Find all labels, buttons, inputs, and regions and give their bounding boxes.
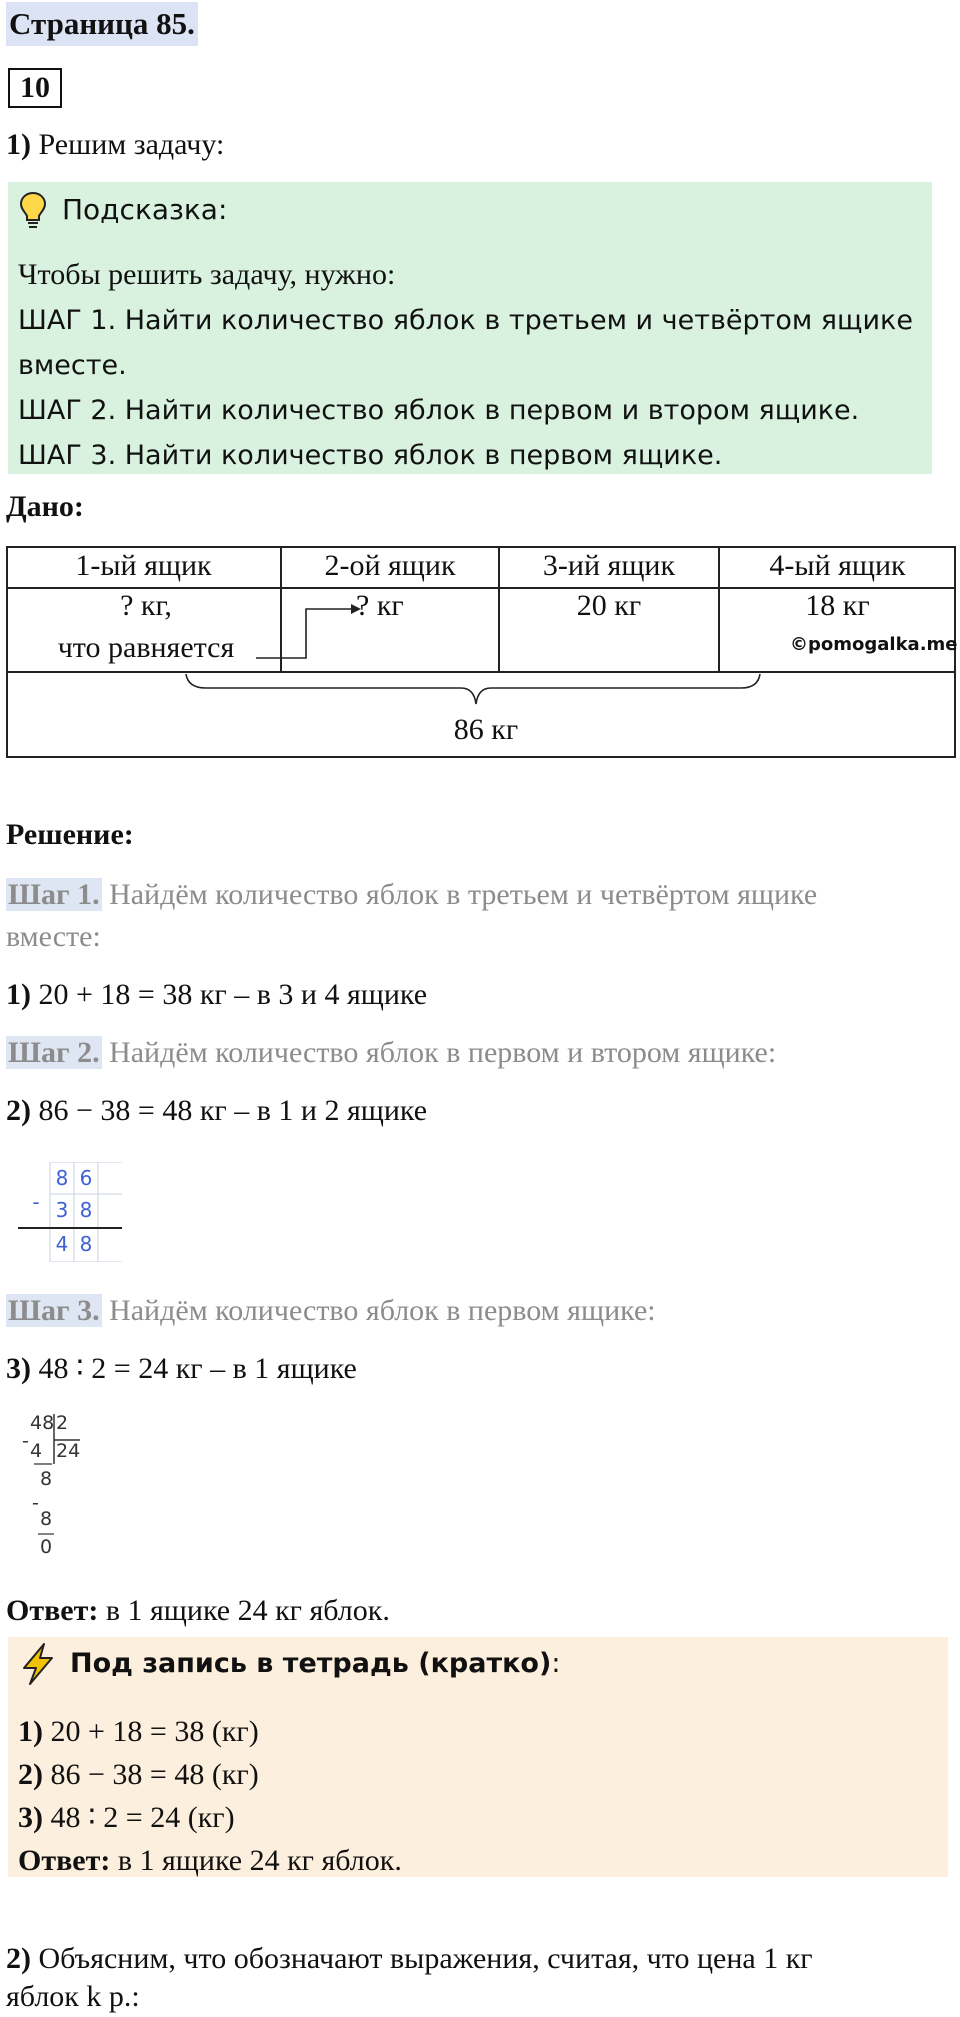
cell-box-2: ? кг bbox=[356, 589, 404, 622]
minus-sign-1: - bbox=[22, 1430, 29, 1452]
step3-text: Найдём количество яблок в первом ящике: bbox=[109, 1294, 656, 1327]
subtrahend-1: 4 bbox=[30, 1440, 43, 1462]
part2-number: 2) bbox=[6, 1942, 31, 1975]
notebook-answer-text: в 1 ящике 24 кг яблок. bbox=[117, 1844, 402, 1877]
hint-step-1 bbox=[18, 298, 930, 343]
hint-title: Подсказка: bbox=[62, 193, 228, 226]
notebook-lines bbox=[18, 1710, 402, 1882]
eq1-number: 1) bbox=[6, 978, 31, 1011]
part2-cont: яблок k р.: bbox=[6, 1980, 140, 2013]
notebook-line-2-unit: (кг) bbox=[211, 1758, 259, 1791]
solution-label: Решение: bbox=[6, 818, 134, 851]
digit-r1c1: 8 bbox=[55, 1166, 69, 1190]
subtrahend-2: 8 bbox=[40, 1508, 53, 1530]
answer-text: в 1 ящике 24 кг яблок. bbox=[105, 1594, 390, 1627]
hint-step-2-label: ШАГ 2. bbox=[18, 395, 117, 426]
total-label: 86 кг bbox=[453, 713, 519, 746]
hint-intro: Чтобы решить задачу, нужно: bbox=[18, 258, 396, 291]
notebook-line-3 bbox=[18, 1796, 402, 1839]
minus-sign-2: - bbox=[32, 1492, 39, 1514]
hint-step-3 bbox=[18, 433, 930, 478]
hint-step-1-cont: вместе. bbox=[18, 350, 127, 381]
eq2-number: 2) bbox=[6, 1094, 31, 1127]
remainder-1: 8 bbox=[40, 1468, 53, 1490]
step3-line bbox=[6, 1292, 656, 1330]
hint-step-3-label: ШАГ 3. bbox=[18, 440, 117, 471]
notebook-line-1-num: 1) bbox=[18, 1715, 43, 1748]
notebook-answer-label: Ответ: bbox=[18, 1844, 111, 1877]
step3-label: Шаг 3. bbox=[8, 1294, 100, 1327]
long-division-lines bbox=[20, 1412, 110, 1562]
eq1-expr: 20 + 18 = 38 bbox=[38, 978, 193, 1011]
given-label: Дано: bbox=[6, 490, 84, 523]
digit-r2c2: 8 bbox=[79, 1198, 93, 1222]
lightning-icon bbox=[18, 1642, 58, 1686]
notebook-line-2-expr: 86 − 38 = 48 bbox=[50, 1758, 205, 1791]
header-box-2: 2-ой ящик bbox=[324, 549, 456, 582]
step1-label: Шаг 1. bbox=[8, 878, 100, 911]
part1-text: Решим задачу: bbox=[38, 128, 225, 161]
header-box-3: 3-ий ящик bbox=[542, 549, 676, 582]
notebook-line-2-num: 2) bbox=[18, 1758, 43, 1791]
answer-line bbox=[6, 1592, 390, 1630]
header-box-1: 1-ый ящик bbox=[75, 549, 212, 582]
answer-label: Ответ: bbox=[6, 1594, 99, 1627]
part2-text: Объясним, что обозначают выражения, считая, что цена 1 кг bbox=[38, 1942, 813, 1975]
watermark: ©pomogalka.me bbox=[790, 634, 958, 655]
digit-r3c2: 8 bbox=[79, 1232, 93, 1256]
notebook-title-line bbox=[70, 1644, 560, 1684]
notebook-line-1 bbox=[18, 1710, 402, 1753]
minus-sign: - bbox=[32, 1190, 40, 1214]
cell-box-3: 20 кг bbox=[576, 589, 642, 622]
part1-number: 1) bbox=[6, 128, 31, 161]
eq1-tail: кг – в 3 и 4 ящике bbox=[199, 978, 428, 1011]
notebook-line-3-num: 3) bbox=[18, 1801, 43, 1834]
step2-line bbox=[6, 1034, 776, 1072]
eq3-line bbox=[6, 1350, 357, 1388]
digit-r1c2: 6 bbox=[79, 1166, 93, 1190]
eq2-tail: кг – в 1 и 2 ящике bbox=[199, 1094, 428, 1127]
cell-box-4: 18 кг bbox=[805, 589, 870, 622]
notebook-line-3-unit: (кг) bbox=[187, 1801, 235, 1834]
digit-r2c1: 3 bbox=[55, 1198, 69, 1222]
part1-line bbox=[6, 126, 224, 164]
header-box-4: 4-ый ящик bbox=[769, 549, 906, 582]
hint-step-1-label: ШАГ 1. bbox=[18, 305, 117, 336]
cell-box-1-line2: что равняется bbox=[57, 631, 235, 664]
hint-step-3-text: Найти количество яблок в первом ящике. bbox=[124, 440, 723, 471]
dividend: 48 bbox=[30, 1412, 55, 1434]
eq3-number: 3) bbox=[6, 1352, 31, 1385]
divisor: 2 bbox=[56, 1412, 69, 1434]
eq2-expr: 86 − 38 = 48 bbox=[38, 1094, 193, 1127]
notebook-answer bbox=[18, 1839, 402, 1882]
step2-label: Шаг 2. bbox=[8, 1036, 100, 1069]
notebook-line-1-unit: (кг) bbox=[211, 1715, 259, 1748]
part2-line bbox=[6, 1940, 956, 1978]
step1-cont: вместе: bbox=[6, 920, 101, 953]
remainder-2: 0 bbox=[40, 1536, 53, 1558]
eq3-tail: кг – в 1 ящике bbox=[175, 1352, 357, 1385]
notebook-title: Под запись в тетрадь (кратко) bbox=[70, 1648, 552, 1679]
column-subtraction bbox=[18, 1162, 122, 1262]
task-number: 10 bbox=[8, 68, 62, 108]
cell-box-1-line1: ? кг, bbox=[120, 589, 172, 622]
long-division bbox=[20, 1412, 110, 1562]
hint-step-2-text: Найти количество яблок в первом и втором ящике. bbox=[124, 395, 860, 426]
page-title: Страница 85. bbox=[6, 2, 198, 46]
lightbulb-icon bbox=[18, 190, 48, 230]
notebook-line-1-expr: 20 + 18 = 38 bbox=[50, 1715, 205, 1748]
hint-steps bbox=[18, 298, 930, 478]
eq3-expr: 48 ∶ 2 = 24 bbox=[38, 1352, 169, 1385]
notebook-line-3-expr: 48 ∶ 2 = 24 bbox=[50, 1801, 181, 1834]
step2-text: Найдём количество яблок в первом и втором ящике: bbox=[109, 1036, 777, 1069]
notebook-line-2 bbox=[18, 1753, 402, 1796]
digit-r3c1: 4 bbox=[55, 1232, 69, 1256]
notebook-title-colon: : bbox=[551, 1648, 561, 1679]
quotient: 24 bbox=[56, 1440, 81, 1462]
step1-line bbox=[6, 876, 956, 914]
step1-text: Найдём количество яблок в третьем и четвёртом ящике bbox=[109, 878, 818, 911]
hint-step-1-text: Найти количество яблок в третьем и четвёртом ящике bbox=[124, 305, 913, 336]
eq2-line bbox=[6, 1092, 427, 1130]
hint-step-2 bbox=[18, 388, 930, 433]
given-table bbox=[6, 546, 956, 758]
eq1-line bbox=[6, 976, 427, 1014]
